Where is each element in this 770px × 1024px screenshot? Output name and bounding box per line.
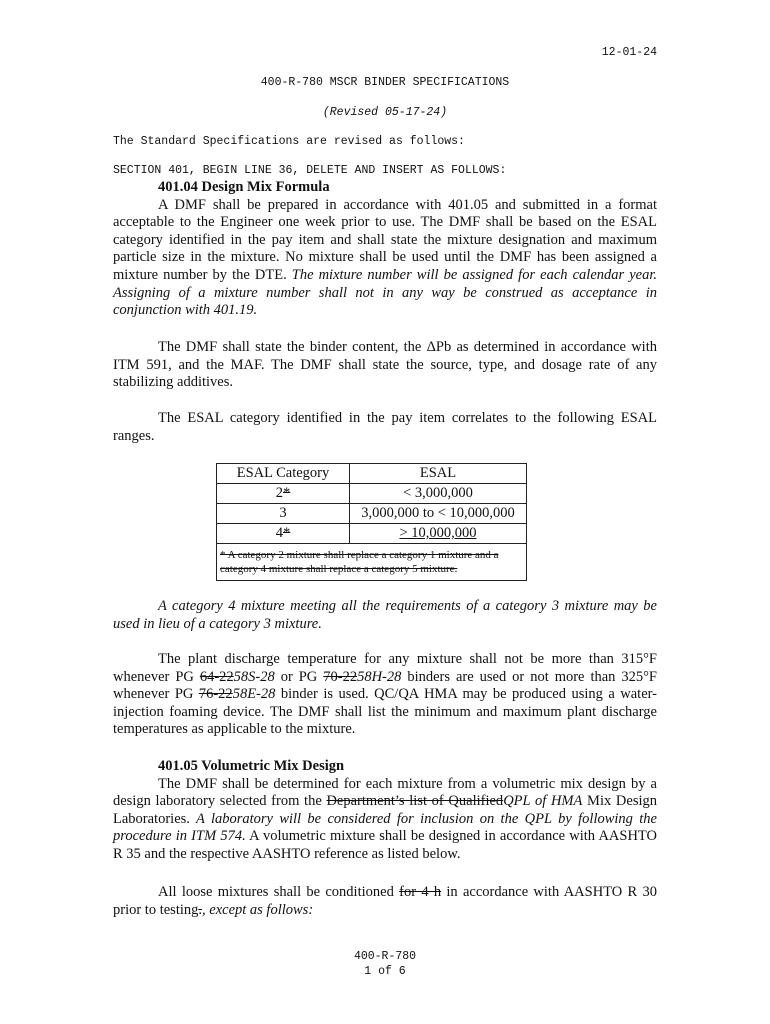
esal-cell: < 3,000,000 xyxy=(350,484,527,504)
table-row xyxy=(217,524,527,544)
inserted-text: QPL of HMA xyxy=(503,793,583,810)
deleted-footnote: * A category 2 mixture shall replace a category 1 mixture and a category 4 mixture shall replace a category 5 mixture. xyxy=(217,544,527,581)
footer-document-id: 400-R-780 xyxy=(353,950,417,963)
esal-cell: > 10,000,000 xyxy=(350,524,527,544)
category-4-note-block xyxy=(113,598,657,633)
header-esal: ESAL xyxy=(350,464,527,484)
dmf-p1-text: A DMF shall be prepared in accordance with 401.05 and submitted in a format acceptable to the Engineer one week prior to use. The DMF shall be based on the ESAL category identified in the pay item and shall state the mixture designation and maximum particle size in the mixture. No mixture shall be used until the DMF has been assigned a mixture number by the DTE. xyxy=(113,196,657,283)
dmf-p1-italic: The mixture number will be assigned for each calendar year. Assigning of a mixture number shall not in any way be construed as acceptance in conjunction with 401.19. xyxy=(113,266,657,319)
volumetric-paragraph: The DMF shall be determined for each mixture from a volumetric mix design by a design laboratory selected from the Department’s list of QualifiedQPL of HMA Mix Design Laboratories. A laboratory will be considered for inclusion on the QPL by following the procedure in ITM 574. A volumetric mixture shall be designed in accordance with AASHTO R 35 and the respective AASHTO reference as listed below. xyxy=(113,775,657,862)
volumetric-section xyxy=(113,758,657,864)
deleted-asterisk: * xyxy=(283,525,291,541)
deleted-text: . xyxy=(198,901,203,918)
dmf-paragraph-2-block xyxy=(113,339,657,392)
deleted-text: for 4 h xyxy=(399,884,442,900)
section-instruction: SECTION 401, BEGIN LINE 36, DELETE AND INSERT AS FOLLOWS: xyxy=(113,164,507,177)
header-esal-category: ESAL Category xyxy=(217,464,350,484)
dmf-heading: 401.04 Design Mix Formula xyxy=(158,179,330,195)
document-title: 400-R-780 MSCR BINDER SPECIFICATIONS xyxy=(260,76,510,89)
page-date: 12-01-24 xyxy=(601,46,657,59)
category-cell: 4* xyxy=(217,524,350,544)
deleted-text: Department’s list of Qualified xyxy=(326,793,504,810)
category-cell: 2* xyxy=(217,484,350,504)
conditioning-block xyxy=(113,884,657,919)
revision-date: (Revised 05-17-24) xyxy=(322,106,448,119)
inserted-text: , except as follows: xyxy=(202,901,314,918)
category-cell: 3 xyxy=(217,504,350,524)
deleted-binder-grade: 76-22 xyxy=(198,686,233,703)
table-footnote-row xyxy=(217,544,527,581)
temperature-paragraph: The plant discharge temperature for any mixture shall not be more than 315°F whenever PG 64-2258S-28 or PG 70-2258H-28 binders are used or not more than 325°F whenever PG 76-2258E-28 binder is used. QC/QA HMA may be produced using a water-injection foaming device. The DMF shall list the minimum and maximum plant discharge temperatures as applicable to the mixture. xyxy=(113,651,657,738)
inserted-binder-grade: 58E-28 xyxy=(232,686,276,703)
intro-text: The Standard Specifications are revised as follows: xyxy=(113,135,465,148)
inserted-text: A laboratory will be considered for inclusion on the QPL by following the procedure in ITM 574. xyxy=(113,810,657,845)
conditioning-paragraph: All loose mixtures shall be conditioned for 4 h in accordance with AASHTO R 30 prior to testing., except as follows: xyxy=(113,884,657,918)
temperature-block xyxy=(113,651,657,739)
deleted-binder-grade: 64-22 xyxy=(199,668,234,685)
dmf-paragraph-3-block xyxy=(113,410,657,445)
footer-page-number: 1 of 6 xyxy=(364,965,406,978)
esal-table-header xyxy=(217,464,527,484)
esal-cell: 3,000,000 to < 10,000,000 xyxy=(350,504,527,524)
esal-table xyxy=(216,463,527,581)
deleted-asterisk: * xyxy=(283,485,291,501)
inserted-binder-grade: 58H-28 xyxy=(357,668,402,685)
inserted-binder-grade: 58S-28 xyxy=(233,668,275,685)
category-4-note: A category 4 mixture meeting all the requirements of a category 3 mixture may be used in lieu of a category 3 mixture. xyxy=(113,598,657,632)
dmf-paragraph-2: The DMF shall state the binder content, the ΔPb as determined in accordance with ITM 591, and the MAF. The DMF shall state the source, type, and dosage rate of any stabilizing additives. xyxy=(113,339,657,391)
dmf-section xyxy=(113,179,657,320)
table-row xyxy=(217,484,527,504)
page-footer xyxy=(0,949,770,979)
table-row xyxy=(217,504,527,524)
deleted-binder-grade: 70-22 xyxy=(323,668,358,685)
dmf-paragraph-3: The ESAL category identified in the pay item correlates to the following ESAL ranges. xyxy=(113,410,657,444)
dmf-paragraph-1 xyxy=(113,197,657,320)
volumetric-heading: 401.05 Volumetric Mix Design xyxy=(158,758,345,774)
